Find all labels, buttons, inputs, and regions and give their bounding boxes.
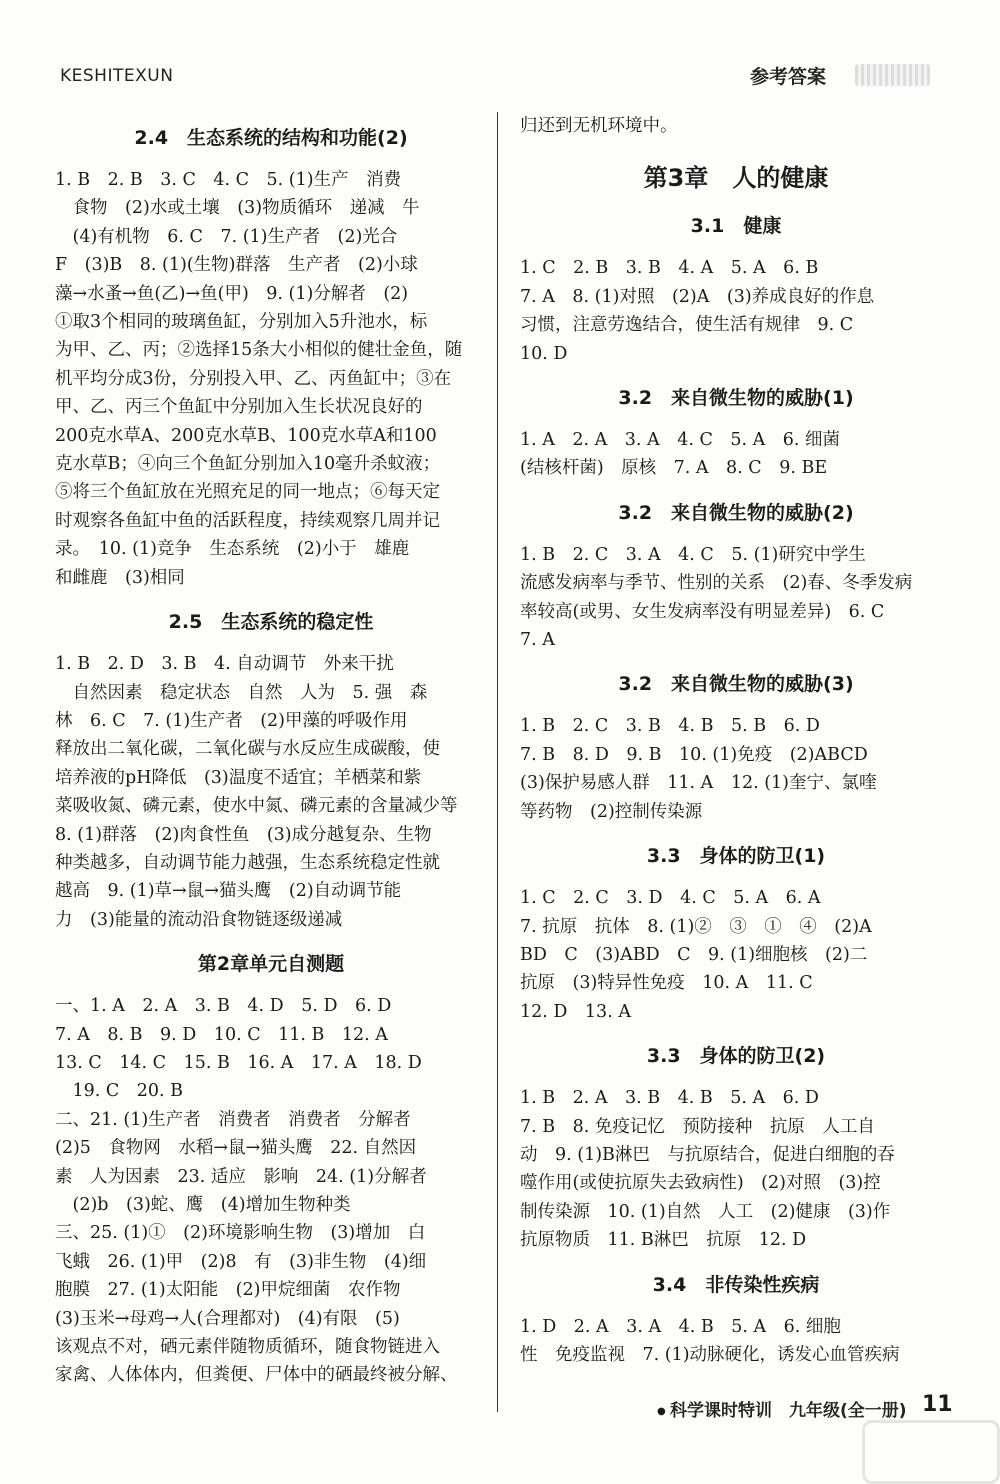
section-title: 2.4 生态系统的结构和功能(2) <box>134 127 408 149</box>
watermark-logo <box>862 1420 1000 1484</box>
answer-line: 胞膜 27. (1)太阳能 (2)甲烷细菌 农作物 <box>55 1280 401 1301</box>
answer-line: 1. B 2. C 3. B 4. B 5. B 6. D <box>520 716 820 737</box>
answer-line: 13. C 14. C 15. B 16. A 17. A 18. D <box>55 1052 422 1073</box>
continuation-line: 归还到无机环境中。 <box>520 116 678 136</box>
answer-line: 时观察各鱼缸中鱼的活跃程度，持续观察几周并记 <box>55 510 440 531</box>
answer-line: 12. D 13. A <box>520 1001 631 1022</box>
answer-line: 19. C 20. B <box>55 1081 184 1102</box>
answer-line: ①取3个相同的玻璃鱼缸，分别加入5升池水，标 <box>55 312 428 333</box>
answer-line: 该观点不对，硒元素伴随物质循环，随食物链进入 <box>55 1337 440 1358</box>
section-title: 3.2 来自微生物的威胁(3) <box>618 673 854 696</box>
answer-line: 8. (1)群落 (2)肉食性鱼 (3)成分越复杂、生物 <box>55 824 432 845</box>
answer-line: 1. B 2. C 3. A 4. C 5. (1)研究中学生 <box>520 544 866 565</box>
answer-line: 10. D <box>520 343 568 364</box>
answer-line: 抗原 (3)特异性免疫 10. A 11. C <box>520 973 813 994</box>
section-title: 3.3 身体的防卫(1) <box>646 845 826 868</box>
column-divider <box>497 112 498 1412</box>
answer-line: 家禽、人体体内，但粪便、尸体中的硒最终被分解、 <box>55 1365 458 1386</box>
answer-line: 和雌鹿 (3)相同 <box>55 567 185 588</box>
section-title: 3.4 非传染性疾病 <box>652 1273 820 1296</box>
answer-line: 1. B 2. B 3. C 4. C 5. (1)生产 消费 <box>55 170 402 190</box>
header-section-label: 参考答案 <box>750 66 827 88</box>
answer-line: 林 6. C 7. (1)生产者 (2)甲藻的呼吸作用 <box>55 710 408 731</box>
answer-line: 甲、乙、丙三个鱼缸中分别加入生长状况良好的 <box>55 397 423 418</box>
answer-line: (2)5 食物网 水稻→鼠→猫头鹰 22. 自然因 <box>55 1138 417 1159</box>
answer-line: 二、21. (1)生产者 消费者 消费者 分解者 <box>55 1109 411 1130</box>
answer-line: (4)有机物 6. C 7. (1)生产者 (2)光合 <box>55 226 398 247</box>
answer-line: 1. C 2. C 3. D 4. C 5. A 6. A <box>520 888 821 909</box>
answer-line: 1. B 2. A 3. B 4. B 5. A 6. D <box>520 1088 819 1109</box>
header-brand: KESHITEXUN <box>60 66 174 86</box>
answer-line: 7. A 8. B 9. D 10. C 11. B 12. A <box>55 1024 388 1045</box>
answer-line: 机平均分成3份，分别投入甲、乙、丙鱼缸中；③在 <box>55 368 452 389</box>
answer-line: 力 (3)能量的流动沿食物链逐级递减 <box>55 909 343 930</box>
answer-line: 噬作用(或使抗原失去致病性) (2)对照 (3)控 <box>520 1173 881 1194</box>
answer-line: 1. D 2. A 3. A 4. B 5. A 6. 细胞 <box>520 1316 841 1337</box>
answer-line: 制传染源 10. (1)自然 人工 (2)健康 (3)作 <box>520 1201 891 1222</box>
right-column <box>520 108 952 1369</box>
answer-line: 素 人为因素 23. 适应 影响 24. (1)分解者 <box>55 1166 427 1187</box>
answer-line: 率较高(或男、女生发病率没有明显差异) 6. C <box>520 601 885 622</box>
header-decoration <box>855 64 930 86</box>
answer-line: 1. B 2. D 3. B 4. 自动调节 外来干扰 <box>55 654 394 675</box>
answer-line: 越高 9. (1)草→鼠→猫头鹰 (2)自动调节能 <box>55 881 402 902</box>
footer-bullet-icon: ● <box>657 1406 666 1417</box>
answer-line: 习惯，注意劳逸结合，使生活有规律 9. C <box>520 315 854 336</box>
section-title: 3.1 健康 <box>690 215 782 238</box>
answer-line: 7. B 8. 免疫记忆 预防接种 抗原 人工自 <box>520 1116 875 1137</box>
answer-line: (2)b (3)蛇、鹰 (4)增加生物种类 <box>55 1195 351 1215</box>
answer-line: 流感发病率与季节、性别的关系 (2)春、冬季发病 <box>520 573 913 594</box>
answer-line: 7. A 8. (1)对照 (2)A (3)养成良好的作息 <box>520 286 875 307</box>
answer-line: 性 免疫监视 7. (1)动脉硬化，诱发心血管疾病 <box>520 1344 900 1365</box>
left-column <box>55 108 487 1390</box>
answer-line: 7. A <box>520 630 555 651</box>
answer-line: 一、1. A 2. A 3. B 4. D 5. D 6. D <box>55 996 392 1017</box>
answer-line: 培养液的pH降低 (3)温度不适宜；羊栖菜和紫 <box>55 767 422 788</box>
answer-line: 7. B 8. D 9. B 10. (1)免疫 (2)ABCD <box>520 744 868 765</box>
answer-line: 1. C 2. B 3. B 4. A 5. A 6. B <box>520 258 819 279</box>
section-title: 2.5 生态系统的稳定性 <box>168 611 374 634</box>
answer-line: 为甲、乙、丙；②选择15条大小相似的健壮金鱼，随 <box>55 340 463 361</box>
section-title: 3.2 来自微生物的威胁(1) <box>618 387 854 410</box>
answer-line: 飞蛾 26. (1)甲 (2)8 有 (3)非生物 (4)细 <box>55 1251 427 1272</box>
answer-line: 食物 (2)水或土壤 (3)物质循环 递减 牛 <box>55 198 420 219</box>
answer-line: 录。 10. (1)竞争 生态系统 (2)小于 雄鹿 <box>55 539 410 560</box>
answer-line: 释放出二氧化碳，二氧化碳与水反应生成碳酸，使 <box>55 739 440 760</box>
page-number: 11 <box>922 1392 953 1417</box>
answer-line: 7. 抗原 抗体 8. (1)② ③ ① ④ (2)A <box>520 916 872 937</box>
answer-line: 200克水草A、200克水草B、100克水草A和100 <box>55 425 437 446</box>
answer-line: 藻→水蚤→鱼(乙)→鱼(甲) 9. (1)分解者 (2) <box>55 283 409 304</box>
section-title: 3.2 来自微生物的威胁(2) <box>618 501 854 524</box>
answer-line: 自然因素 稳定状态 自然 人为 5. 强 森 <box>55 682 428 703</box>
answer-line: 克水草B；④向三个鱼缸分别加入10毫升杀蚊液； <box>55 454 441 475</box>
section-title: 第2章单元自测题 <box>197 953 345 976</box>
answer-line: 菜吸收氮、磷元素，使水中氮、磷元素的含量减少等 <box>55 796 458 817</box>
answer-line: 种类越多，自动调节能力越强，生态系统稳定性就 <box>55 852 440 873</box>
answer-line: 等药物 (2)控制传染源 <box>520 801 703 822</box>
chapter-title: 第3章 人的健康 <box>643 164 829 193</box>
answer-line: ⑤将三个鱼缸放在光照充足的同一地点；⑥每天定 <box>55 482 440 503</box>
answer-line: F (3)B 8. (1)(生物)群落 生产者 (2)小球 <box>55 255 418 276</box>
section-title: 3.3 身体的防卫(2) <box>646 1045 826 1068</box>
answer-line: (3)保护易感人群 11. A 12. (1)奎宁、氯喹 <box>520 773 877 794</box>
answer-line: 抗原物质 11. B淋巴 抗原 12. D <box>520 1230 807 1251</box>
answer-line: 动 9. (1)B淋巴 与抗原结合，促进白细胞的吞 <box>520 1144 895 1165</box>
answer-line: 1. A 2. A 3. A 4. C 5. A 6. 细菌 <box>520 430 840 451</box>
answer-line: 三、25. (1)① (2)环境影响生物 (3)增加 白 <box>55 1223 426 1244</box>
answer-line: BD C (3)ABD C 9. (1)细胞核 (2)二 <box>520 944 868 965</box>
footer-book-title: 科学课时特训 九年级(全一册) <box>670 1401 907 1421</box>
answer-line: (结核杆菌) 原核 7. A 8. C 9. BE <box>520 458 828 479</box>
answer-line: (3)玉米→母鸡→人(合理都对) (4)有限 (5) <box>55 1308 400 1329</box>
